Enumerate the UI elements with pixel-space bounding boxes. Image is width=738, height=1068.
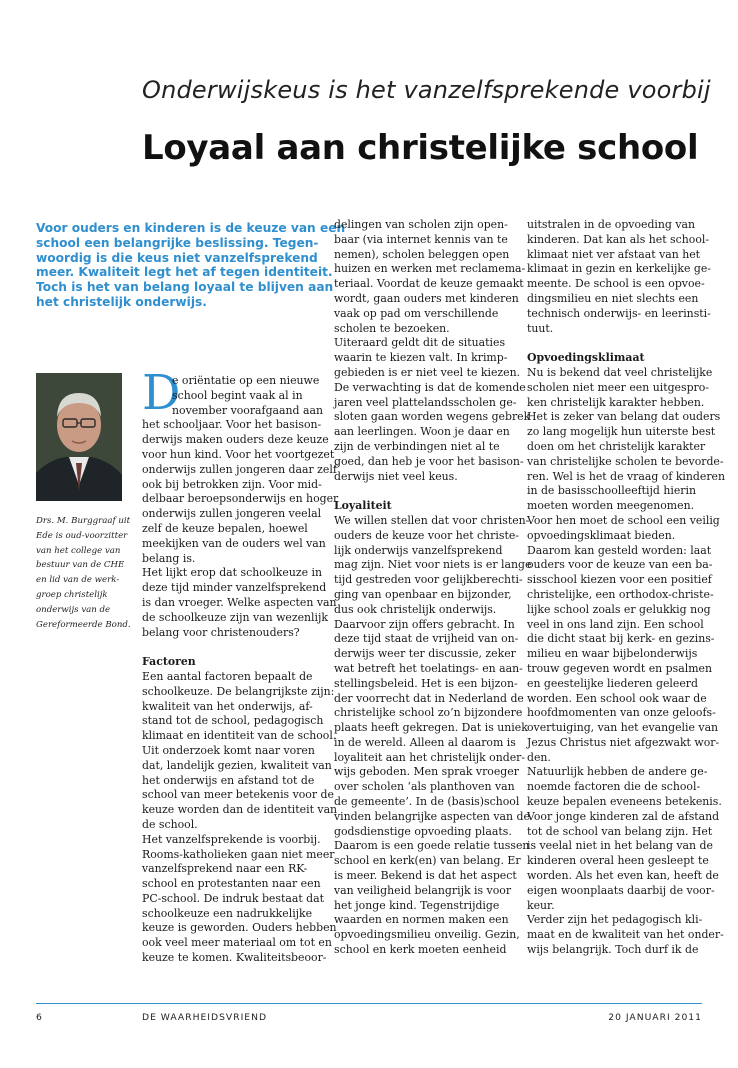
caption-line: en lid van de werk- xyxy=(36,575,120,586)
intro-line: Toch is het van belang loyaal te blijven aan xyxy=(36,280,334,295)
intro-line: school een belangrijke beslissing. Tegen- xyxy=(36,235,319,250)
body-line: tot de school van belang zijn. Het xyxy=(527,824,713,838)
caption-line: groep christelijk xyxy=(36,589,108,600)
body-line: derwijs niet veel keus. xyxy=(334,469,458,483)
body-line: nemen), scholen beleggen open xyxy=(334,247,510,261)
body-line: stand tot de school, pedagogisch xyxy=(142,714,324,728)
body-line: keuze is geworden. Ouders hebben xyxy=(142,921,337,935)
body-line: ren. Wel is het de vraag of kinderen xyxy=(527,469,725,483)
intro-line: meer. Kwaliteit legt het af tegen identiteit. xyxy=(36,265,333,280)
body-line: worden. Als het even kan, heeft de xyxy=(527,869,719,883)
caption-line: van het college van xyxy=(36,545,121,556)
caption-line: Drs. M. Burggraaf uit xyxy=(36,516,131,526)
body-line: wijs belangrijk. Toch durf ik de xyxy=(527,943,699,957)
body-line: e oriëntatie op een nieuwe xyxy=(172,374,320,387)
body-line: huizen en werken met reclamema- xyxy=(334,262,526,276)
body-line: maat en de kwaliteit van het onder- xyxy=(527,928,724,942)
body-line: sloten gaan worden wegens gebrek xyxy=(334,410,531,424)
body-line: Daarom is een goede relatie tussen xyxy=(334,839,530,853)
drop-cap: D xyxy=(142,365,181,421)
body-line: in de basisschoolleeftijd hierin xyxy=(527,484,696,498)
body-line: ouders de keuze voor het christe- xyxy=(334,528,519,542)
body-line: plaats heeft gekregen. Dat is uniek xyxy=(334,721,528,735)
body-line: goed, dan heb je voor het basison- xyxy=(334,454,524,468)
body-line: onderwijs zullen jongeren daar zelf xyxy=(142,462,337,476)
body-line: die dicht staat bij kerk- en gezins- xyxy=(527,632,715,646)
body-line: delbaar beroepsonderwijs en hoger xyxy=(142,492,339,506)
body-line: het onderwijs en afstand tot de xyxy=(142,773,315,787)
body-line: wat betreft het toelatings- en aan- xyxy=(334,661,523,675)
body-line: Het is zeker van belang dat ouders xyxy=(527,410,721,424)
body-line: vanzelfsprekend naar een RK- xyxy=(142,862,308,876)
body-line: keuze bepalen eveneens betekenis. xyxy=(527,795,722,809)
body-line: school begint vaak al in xyxy=(172,388,303,402)
body-line: school en protestanten naar een xyxy=(142,877,321,891)
body-line: Uit onderzoek komt naar voren xyxy=(142,743,315,757)
body-line: meente. De school is een opvoe- xyxy=(527,277,705,291)
body-line: Voor hen moet de school een veilig xyxy=(527,513,720,527)
caption-line: Ede is oud-voorzitter xyxy=(36,530,128,541)
body-line: aan leerlingen. Woon je daar en xyxy=(334,425,510,439)
body-line: de school. xyxy=(142,817,198,831)
body-line: scholen te bezoeken. xyxy=(334,321,450,335)
text-column-1 xyxy=(142,374,339,966)
body-line: kwaliteit van het onderwijs, af- xyxy=(142,699,313,713)
body-line: van veiligheid belangrijk is voor xyxy=(334,883,512,897)
body-line: zelf de keuze bepalen, hoewel xyxy=(142,521,308,535)
page-number: 6 xyxy=(36,1012,43,1023)
body-line: der voorrecht dat in Nederland de xyxy=(334,691,524,705)
body-line: noemde factoren die de school- xyxy=(527,780,701,794)
body-line: teriaal. Voordat de keuze gemaakt xyxy=(334,277,524,291)
intro-line: woordig is die keus niet vanzelfsprekend xyxy=(36,250,318,265)
body-line: belang is. xyxy=(142,551,196,565)
caption-line: Gereformeerde Bond. xyxy=(36,619,131,630)
text-column-2 xyxy=(334,218,532,958)
body-line: wordt, gaan ouders met kinderen xyxy=(334,291,519,305)
body-line: november voorafgaand aan xyxy=(172,403,323,417)
body-line: school en kerk moeten eenheid xyxy=(334,943,507,957)
intro-line: Voor ouders en kinderen is de keuze van een xyxy=(36,221,346,235)
body-line: hoofdmomenten van onze geloofs- xyxy=(527,706,716,720)
paragraph-gap xyxy=(334,484,514,499)
paragraph-gap xyxy=(527,336,707,351)
body-line: ouders voor de keuze van een ba- xyxy=(527,558,713,572)
body-line: kinderen overal heen gesleept te xyxy=(527,854,709,868)
body-line: ook bij betrokken zijn. Voor mid- xyxy=(142,477,322,491)
body-line: baar (via internet kennis van te xyxy=(334,232,508,246)
article-headline: Loyaal aan christelijke school xyxy=(142,128,699,168)
body-line: stellingsbeleid. Het is een bijzon- xyxy=(334,676,518,690)
body-line: Daarom kan gesteld worden: laat xyxy=(527,543,712,557)
body-line: vaak op pad om verschillende xyxy=(334,306,499,320)
article-kicker: Onderwijskeus is het vanzelfsprekende voorbij xyxy=(142,76,711,104)
body-line: sisschool kiezen voor een positief xyxy=(527,573,712,587)
body-line: uitstralen in de opvoeding van xyxy=(527,218,696,231)
body-line: worden. Een school ook waar de xyxy=(527,691,707,705)
body-line: Uiteraard geldt dit de situaties xyxy=(334,336,506,350)
body-line: Het vanzelfsprekende is voorbij. xyxy=(142,832,321,846)
body-line: klimaat in gezin en kerkelijke ge- xyxy=(527,262,711,276)
intro-line: het christelijk onderwijs. xyxy=(36,294,207,309)
body-line: overtuiging, van het evangelie van xyxy=(527,721,719,735)
body-line: den. xyxy=(527,750,551,764)
body-line: waarden en normen maken een xyxy=(334,913,509,927)
body-line: vinden belangrijke aspecten van de xyxy=(334,809,530,823)
body-line: schoolkeuze. De belangrijkste zijn: xyxy=(142,684,335,698)
body-line: Natuurlijk hebben de andere ge- xyxy=(527,765,708,779)
body-line: lijke school zoals er gelukkig nog xyxy=(527,602,711,616)
author-portrait xyxy=(36,373,122,501)
body-line: het schooljaar. Voor het basison- xyxy=(142,418,322,432)
body-line: is meer. Bekend is dat het aspect xyxy=(334,869,517,883)
body-line: christelijke, een orthodox-christe- xyxy=(527,587,714,601)
body-line: voor hun kind. Voor het voortgezet xyxy=(142,447,335,461)
body-line: meekijken van de ouders wel van xyxy=(142,536,326,550)
body-line: milieu en waar bijbelonderwijs xyxy=(527,647,698,661)
body-line: De verwachting is dat de komende xyxy=(334,380,526,394)
body-line: het jonge kind. Tegenstrijdige xyxy=(334,898,500,912)
body-line: mag zijn. Niet voor niets is er lange xyxy=(334,558,532,572)
caption-line: bestuur van de CHE xyxy=(36,560,125,571)
body-line: is veelal niet in het belang van de xyxy=(527,839,713,853)
body-line: is dan vroeger. Welke aspecten van xyxy=(142,595,337,609)
body-line: We willen stellen dat voor christen- xyxy=(334,513,530,527)
body-line: PC-school. De indruk bestaat dat xyxy=(142,891,324,905)
body-line: dus ook christelijk onderwijs. xyxy=(334,602,497,616)
body-line: gebieden is er niet veel te kiezen. xyxy=(334,365,521,379)
body-line: veel in ons land zijn. Een school xyxy=(527,617,704,631)
magazine-name: DE WAARHEIDSVRIEND xyxy=(142,1012,268,1023)
body-line: Daarvoor zijn offers gebracht. In xyxy=(334,617,515,631)
body-line: eigen woonplaats daarbij de voor- xyxy=(527,883,715,897)
body-line: zijn de verbindingen niet al te xyxy=(334,439,500,453)
article-intro xyxy=(36,218,346,309)
body-line: deze tijd minder vanzelfsprekend xyxy=(142,581,327,595)
body-line: Nu is bekend dat veel christelijke xyxy=(527,365,713,379)
body-line: trouw gegeven wordt en psalmen xyxy=(527,661,712,675)
caption-line: onderwijs van de xyxy=(36,604,111,615)
text-column-3 xyxy=(527,218,725,958)
issue-date: 20 JANUARI 2011 xyxy=(608,1012,702,1023)
body-line: belang voor christenouders? xyxy=(142,625,300,639)
section-heading: Factoren xyxy=(142,655,196,669)
body-line: tuut. xyxy=(527,321,554,335)
section-heading: Loyaliteit xyxy=(334,499,392,513)
body-line: ken christelijk karakter hebben. xyxy=(527,395,705,409)
body-line: jaren veel plattelandsscholen ge- xyxy=(334,395,517,409)
body-line: ook veel meer materiaal om tot en xyxy=(142,936,332,950)
body-line: opvoedingsklimaat bieden. xyxy=(527,528,676,542)
photo-caption xyxy=(36,515,131,633)
body-line: Verder zijn het pedagogisch kli- xyxy=(527,913,703,927)
body-line: waarin te kiezen valt. In krimp- xyxy=(334,351,508,365)
body-line: christelijke school zo’n bijzondere xyxy=(334,706,523,720)
body-line: school en kerk(en) van belang. Er xyxy=(334,854,521,868)
body-line: opvoedingsmilieu onveilig. Gezin, xyxy=(334,928,520,942)
body-line: delingen van scholen zijn open- xyxy=(334,218,508,231)
footer-rule xyxy=(36,1003,702,1004)
body-line: zo lang mogelijk hun uiterste best xyxy=(527,425,716,439)
body-line: loyaliteit aan het christelijk onder- xyxy=(334,750,526,764)
body-line: moeten worden meegenomen. xyxy=(527,499,695,513)
body-line: technisch onderwijs- en leerinsti- xyxy=(527,306,711,320)
body-line: Voor jonge kinderen zal de afstand xyxy=(527,809,720,823)
body-line: ging van openbaar en bijzonder, xyxy=(334,587,512,601)
body-line: over scholen ‘als planthoven van xyxy=(334,780,515,794)
body-line: Het lijkt erop dat schoolkeuze in xyxy=(142,566,323,580)
body-line: derwijs maken ouders deze keuze xyxy=(142,433,329,447)
body-line: derwijs weer ter discussie, zeker xyxy=(334,647,516,661)
body-line: Rooms-katholieken gaan niet meer xyxy=(142,847,335,861)
body-line: keur. xyxy=(527,898,555,912)
paragraph-gap xyxy=(142,640,320,655)
body-line: Een aantal factoren bepaalt de xyxy=(142,669,313,683)
body-line: keuze worden dan de identiteit van xyxy=(142,803,338,817)
body-line: de gemeente’. In de (basis)school xyxy=(334,795,520,809)
body-line: in de wereld. Alleen al daarom is xyxy=(334,735,516,749)
body-line: schoolkeuze een nadrukkelijke xyxy=(142,906,313,920)
author-photo xyxy=(36,373,122,501)
body-line: wijs geboden. Men sprak vroeger xyxy=(334,765,519,779)
body-line: de schoolkeuze zijn van wezenlijk xyxy=(142,610,328,624)
section-heading: Opvoedingsklimaat xyxy=(527,351,645,365)
body-line: lijk onderwijs vanzelfsprekend xyxy=(334,543,503,557)
body-line: doen om het christelijk karakter xyxy=(527,439,706,453)
body-line: scholen niet meer een uitgespro- xyxy=(527,380,709,394)
body-line: godsdienstige opvoeding plaats. xyxy=(334,824,512,838)
body-line: keuze te komen. Kwaliteitsbeoor- xyxy=(142,951,327,965)
body-line: Jezus Christus niet afgezwakt wor- xyxy=(527,735,720,749)
body-line: school van meer betekenis voor de xyxy=(142,788,334,802)
body-line: van christelijke scholen te bevorde- xyxy=(527,454,724,468)
body-line: klimaat niet ver afstaat van het xyxy=(527,247,701,261)
body-line: dingsmilieu en niet slechts een xyxy=(527,291,699,305)
body-line: dat, landelijk gezien, kwaliteit van xyxy=(142,758,332,772)
body-line: klimaat en identiteit van de school. xyxy=(142,729,337,743)
body-line: tijd gestreden voor gelijkberechti- xyxy=(334,573,523,587)
body-line: onderwijs zullen jongeren veelal xyxy=(142,507,322,521)
body-line: deze tijd staat de vrijheid van on- xyxy=(334,632,519,646)
body-line: kinderen. Dat kan als het school- xyxy=(527,232,710,246)
body-line: en geestelijke liederen geleerd xyxy=(527,676,698,690)
